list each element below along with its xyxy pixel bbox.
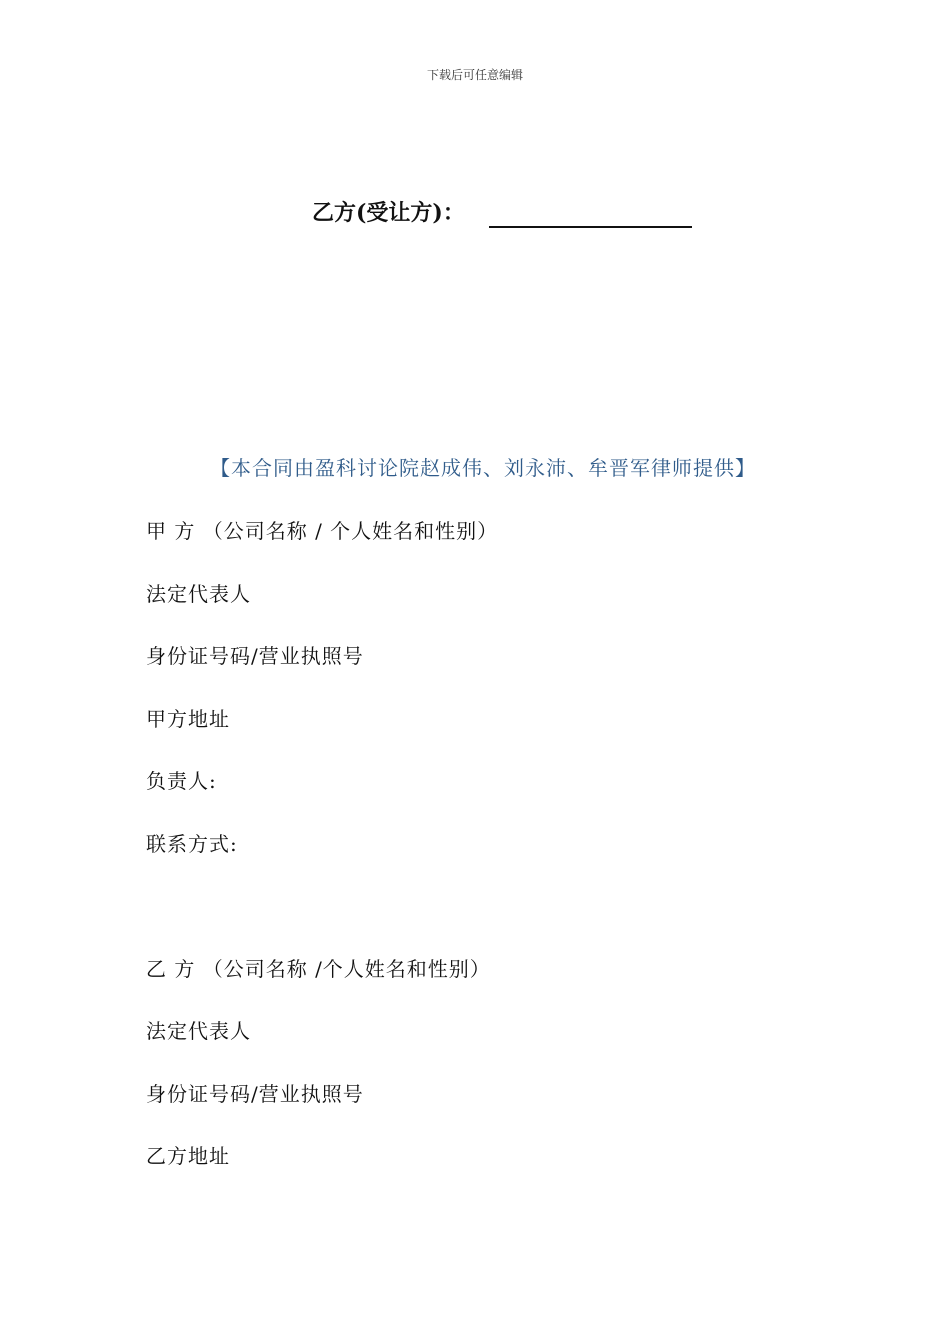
- party-a-address: 甲方地址: [146, 707, 230, 731]
- party-a-heading: 甲 方 （公司名称 / 个人姓名和性别）: [146, 519, 499, 543]
- source-note: 【本合同由盈科讨论院赵成伟、刘永沛、牟晋军律师提供】: [210, 456, 756, 480]
- header-note: 下载后可任意编辑: [426, 68, 523, 82]
- party-a-contact: 联系方式:: [146, 832, 238, 856]
- party-a-person-in-charge: 负责人:: [146, 769, 217, 793]
- party-b-id-number: 身份证号码/营业执照号: [146, 1082, 364, 1106]
- party-b-address: 乙方地址: [146, 1144, 230, 1168]
- party-b-heading: 乙 方 （公司名称 /个人姓名和性别）: [146, 957, 491, 981]
- title-blank-line: [489, 226, 692, 228]
- document-title: 乙方(受让方)：: [312, 200, 465, 226]
- party-a-legal-rep: 法定代表人: [146, 582, 251, 606]
- party-a-id-number: 身份证号码/营业执照号: [146, 644, 364, 668]
- party-b-legal-rep: 法定代表人: [146, 1019, 251, 1043]
